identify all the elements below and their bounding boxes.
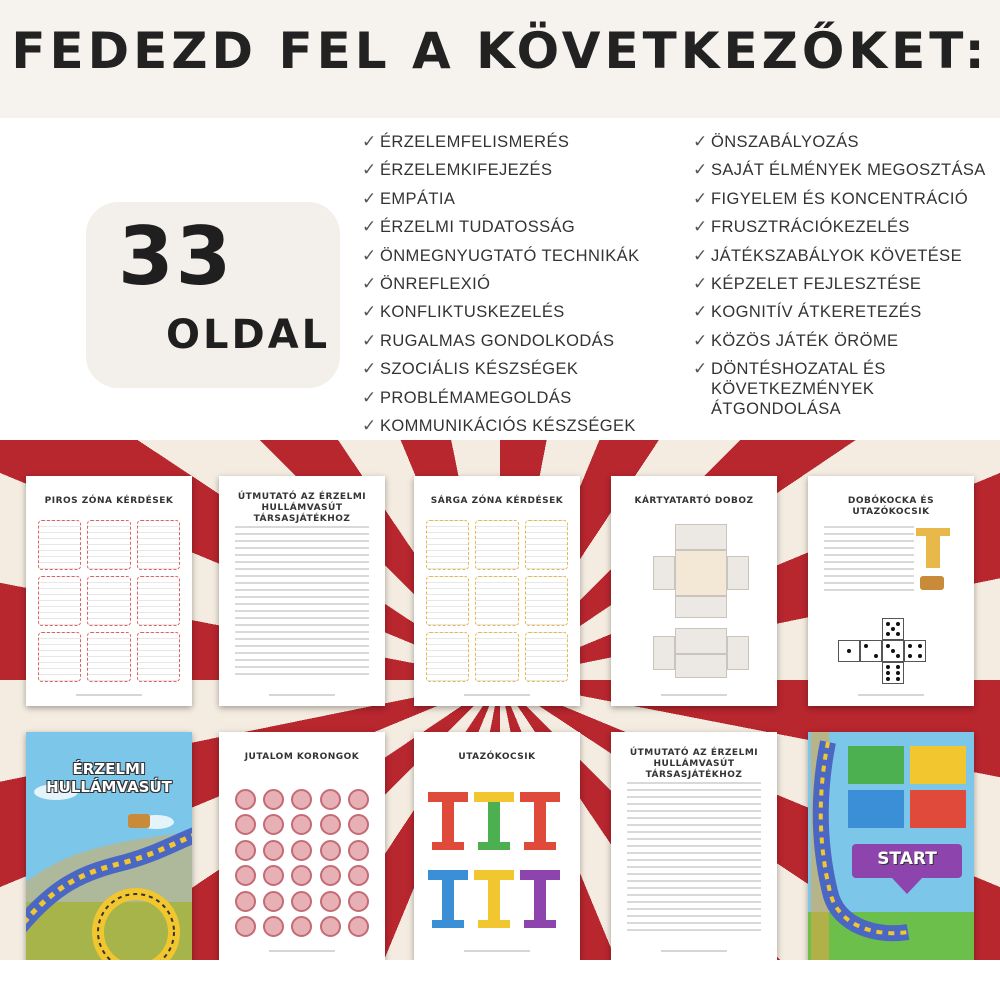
skill-item — [362, 359, 639, 379]
page-preview-title: DOBÓKOCKA ÉS UTAZÓKOCSIK — [847, 496, 935, 517]
skill-item — [693, 331, 986, 351]
page-preview-game-board — [808, 732, 974, 960]
page-preview-title: ÚTMUTATÓ AZ ÉRZELMI HULLÁMVASÚT TÁRSASJÁTÉKHOZ — [237, 492, 367, 524]
skill-item — [362, 388, 639, 408]
page-count-number: 33 — [118, 210, 234, 303]
skill-item — [362, 246, 639, 266]
checkmark-icon: ✓ — [693, 359, 708, 379]
skill-label: KONFLIKTUSKEZELÉS — [380, 303, 565, 322]
guide-text-block — [235, 526, 369, 680]
dice-net-template — [838, 616, 948, 686]
page-preview-reward-tokens — [219, 732, 385, 960]
page-preview-dice-and-carts — [808, 476, 974, 706]
skill-item — [693, 160, 986, 180]
skill-label: SAJÁT ÉLMÉNYEK MEGOSZTÁSA — [711, 161, 986, 180]
skill-item — [693, 132, 986, 152]
board-start-label: START — [877, 849, 937, 869]
skill-item — [362, 189, 639, 209]
page-preview-guide — [611, 732, 777, 960]
bottom-band — [0, 960, 1000, 1000]
skill-item — [693, 217, 986, 237]
product-preview-showcase — [0, 440, 1000, 960]
page-preview-guide — [219, 476, 385, 706]
checkmark-icon: ✓ — [693, 302, 708, 322]
skill-item — [693, 359, 986, 419]
skill-item — [362, 274, 639, 294]
page-headline: FEDEZD FEL A KÖVETKEZŐKET: — [11, 22, 989, 80]
reward-token-grid — [233, 788, 371, 938]
skill-item — [693, 189, 986, 209]
skill-item — [362, 217, 639, 237]
skill-label: RUGALMAS GONDOLKODÁS — [380, 331, 615, 350]
skill-label: ÖNSZABÁLYOZÁS — [711, 133, 859, 151]
checkmark-icon: ✓ — [693, 330, 708, 350]
checkmark-icon: ✓ — [693, 273, 708, 293]
game-board-illustration — [808, 732, 974, 960]
checkmark-icon: ✓ — [362, 273, 377, 293]
skill-label: FIGYELEM ÉS KONCENTRÁCIÓ — [711, 189, 969, 208]
skill-label: ÖNREFLEXIÓ — [380, 274, 491, 293]
page-preview-title: PIROS ZÓNA KÉRDÉSEK — [44, 496, 174, 506]
page-preview-title: KÁRTYATARTÓ DOBOZ — [634, 496, 754, 506]
skill-label: ÉRZELEMFELISMERÉS — [380, 133, 570, 151]
checkmark-icon: ✓ — [362, 302, 377, 322]
checkmark-icon: ✓ — [362, 132, 377, 151]
skill-label: KOGNITÍV ÁTKERETEZÉS — [711, 303, 922, 322]
skill-label: ÖNMEGNYUGTATÓ TECHNIKÁK — [380, 246, 640, 265]
skill-item — [362, 331, 639, 351]
cart-figure-icon — [920, 576, 944, 590]
checkmark-icon: ✓ — [362, 330, 377, 350]
checkmark-icon: ✓ — [693, 188, 708, 208]
skill-label: EMPÁTIA — [380, 189, 456, 208]
dice-instructions-text — [824, 526, 914, 596]
checkmark-icon: ✓ — [693, 132, 708, 151]
checkmark-icon: ✓ — [362, 387, 377, 407]
checkmark-icon: ✓ — [693, 245, 708, 265]
page-preview-card-box — [611, 476, 777, 706]
skill-item — [693, 302, 986, 322]
cover-title: ÉRZELMI HULLÁMVASÚT — [46, 760, 172, 796]
page-count-unit: OLDAL — [166, 312, 331, 358]
checkmark-icon: ✓ — [362, 415, 377, 435]
skill-item — [362, 160, 639, 180]
skill-label: ÉRZELEMKIFEJEZÉS — [380, 161, 553, 180]
page-preview-yellow-zone-questions — [414, 476, 580, 706]
page-preview-title: SÁRGA ZÓNA KÉRDÉSEK — [430, 496, 564, 506]
checkmark-icon: ✓ — [362, 245, 377, 265]
checkmark-icon: ✓ — [693, 160, 708, 180]
skill-item — [693, 274, 986, 294]
skill-item — [362, 302, 639, 322]
page-preview-carts — [414, 732, 580, 960]
guide-text-block — [627, 782, 761, 936]
skill-label: JÁTÉKSZABÁLYOK KÖVETÉSE — [711, 246, 962, 265]
skill-label: KÉPZELET FEJLESZTÉSE — [711, 274, 922, 293]
skill-label: KOMMUNIKÁCIÓS KÉSZSÉGEK — [380, 416, 636, 435]
header-band — [0, 0, 1000, 118]
skill-label: SZOCIÁLIS KÉSZSÉGEK — [380, 360, 579, 379]
question-card-grid — [426, 520, 568, 682]
checkmark-icon: ✓ — [693, 217, 708, 237]
skills-list-right — [693, 132, 986, 428]
checkmark-icon: ✓ — [362, 188, 377, 208]
page-preview-title: JUTALOM KORONGOK — [244, 752, 360, 762]
page-preview-title: ÚTMUTATÓ AZ ÉRZELMI HULLÁMVASÚT TÁRSASJÁTÉKHOZ — [629, 748, 759, 780]
checkmark-icon: ✓ — [362, 359, 377, 379]
page-preview-title: UTAZÓKOCSIK — [458, 752, 536, 762]
skill-label: ÉRZELMI TUDATOSSÁG — [380, 218, 576, 237]
skills-list-left — [362, 132, 639, 444]
skill-item — [693, 246, 986, 266]
skill-label: FRUSZTRÁCIÓKEZELÉS — [711, 218, 910, 237]
card-box-template — [645, 524, 757, 676]
skill-item — [362, 132, 639, 152]
question-card-grid — [38, 520, 180, 682]
skill-label: DÖNTÉSHOZATAL ÉS KÖVETKEZMÉNYEK ÁTGONDOLÁSA — [711, 360, 886, 419]
checkmark-icon: ✓ — [362, 160, 377, 180]
skill-item — [362, 416, 639, 436]
page-preview-cover — [26, 732, 192, 960]
page-preview-red-zone-questions — [26, 476, 192, 706]
skill-label: KÖZÖS JÁTÉK ÖRÖME — [711, 331, 899, 350]
checkmark-icon: ✓ — [362, 217, 377, 237]
skill-label: PROBLÉMAMEGOLDÁS — [380, 388, 572, 407]
